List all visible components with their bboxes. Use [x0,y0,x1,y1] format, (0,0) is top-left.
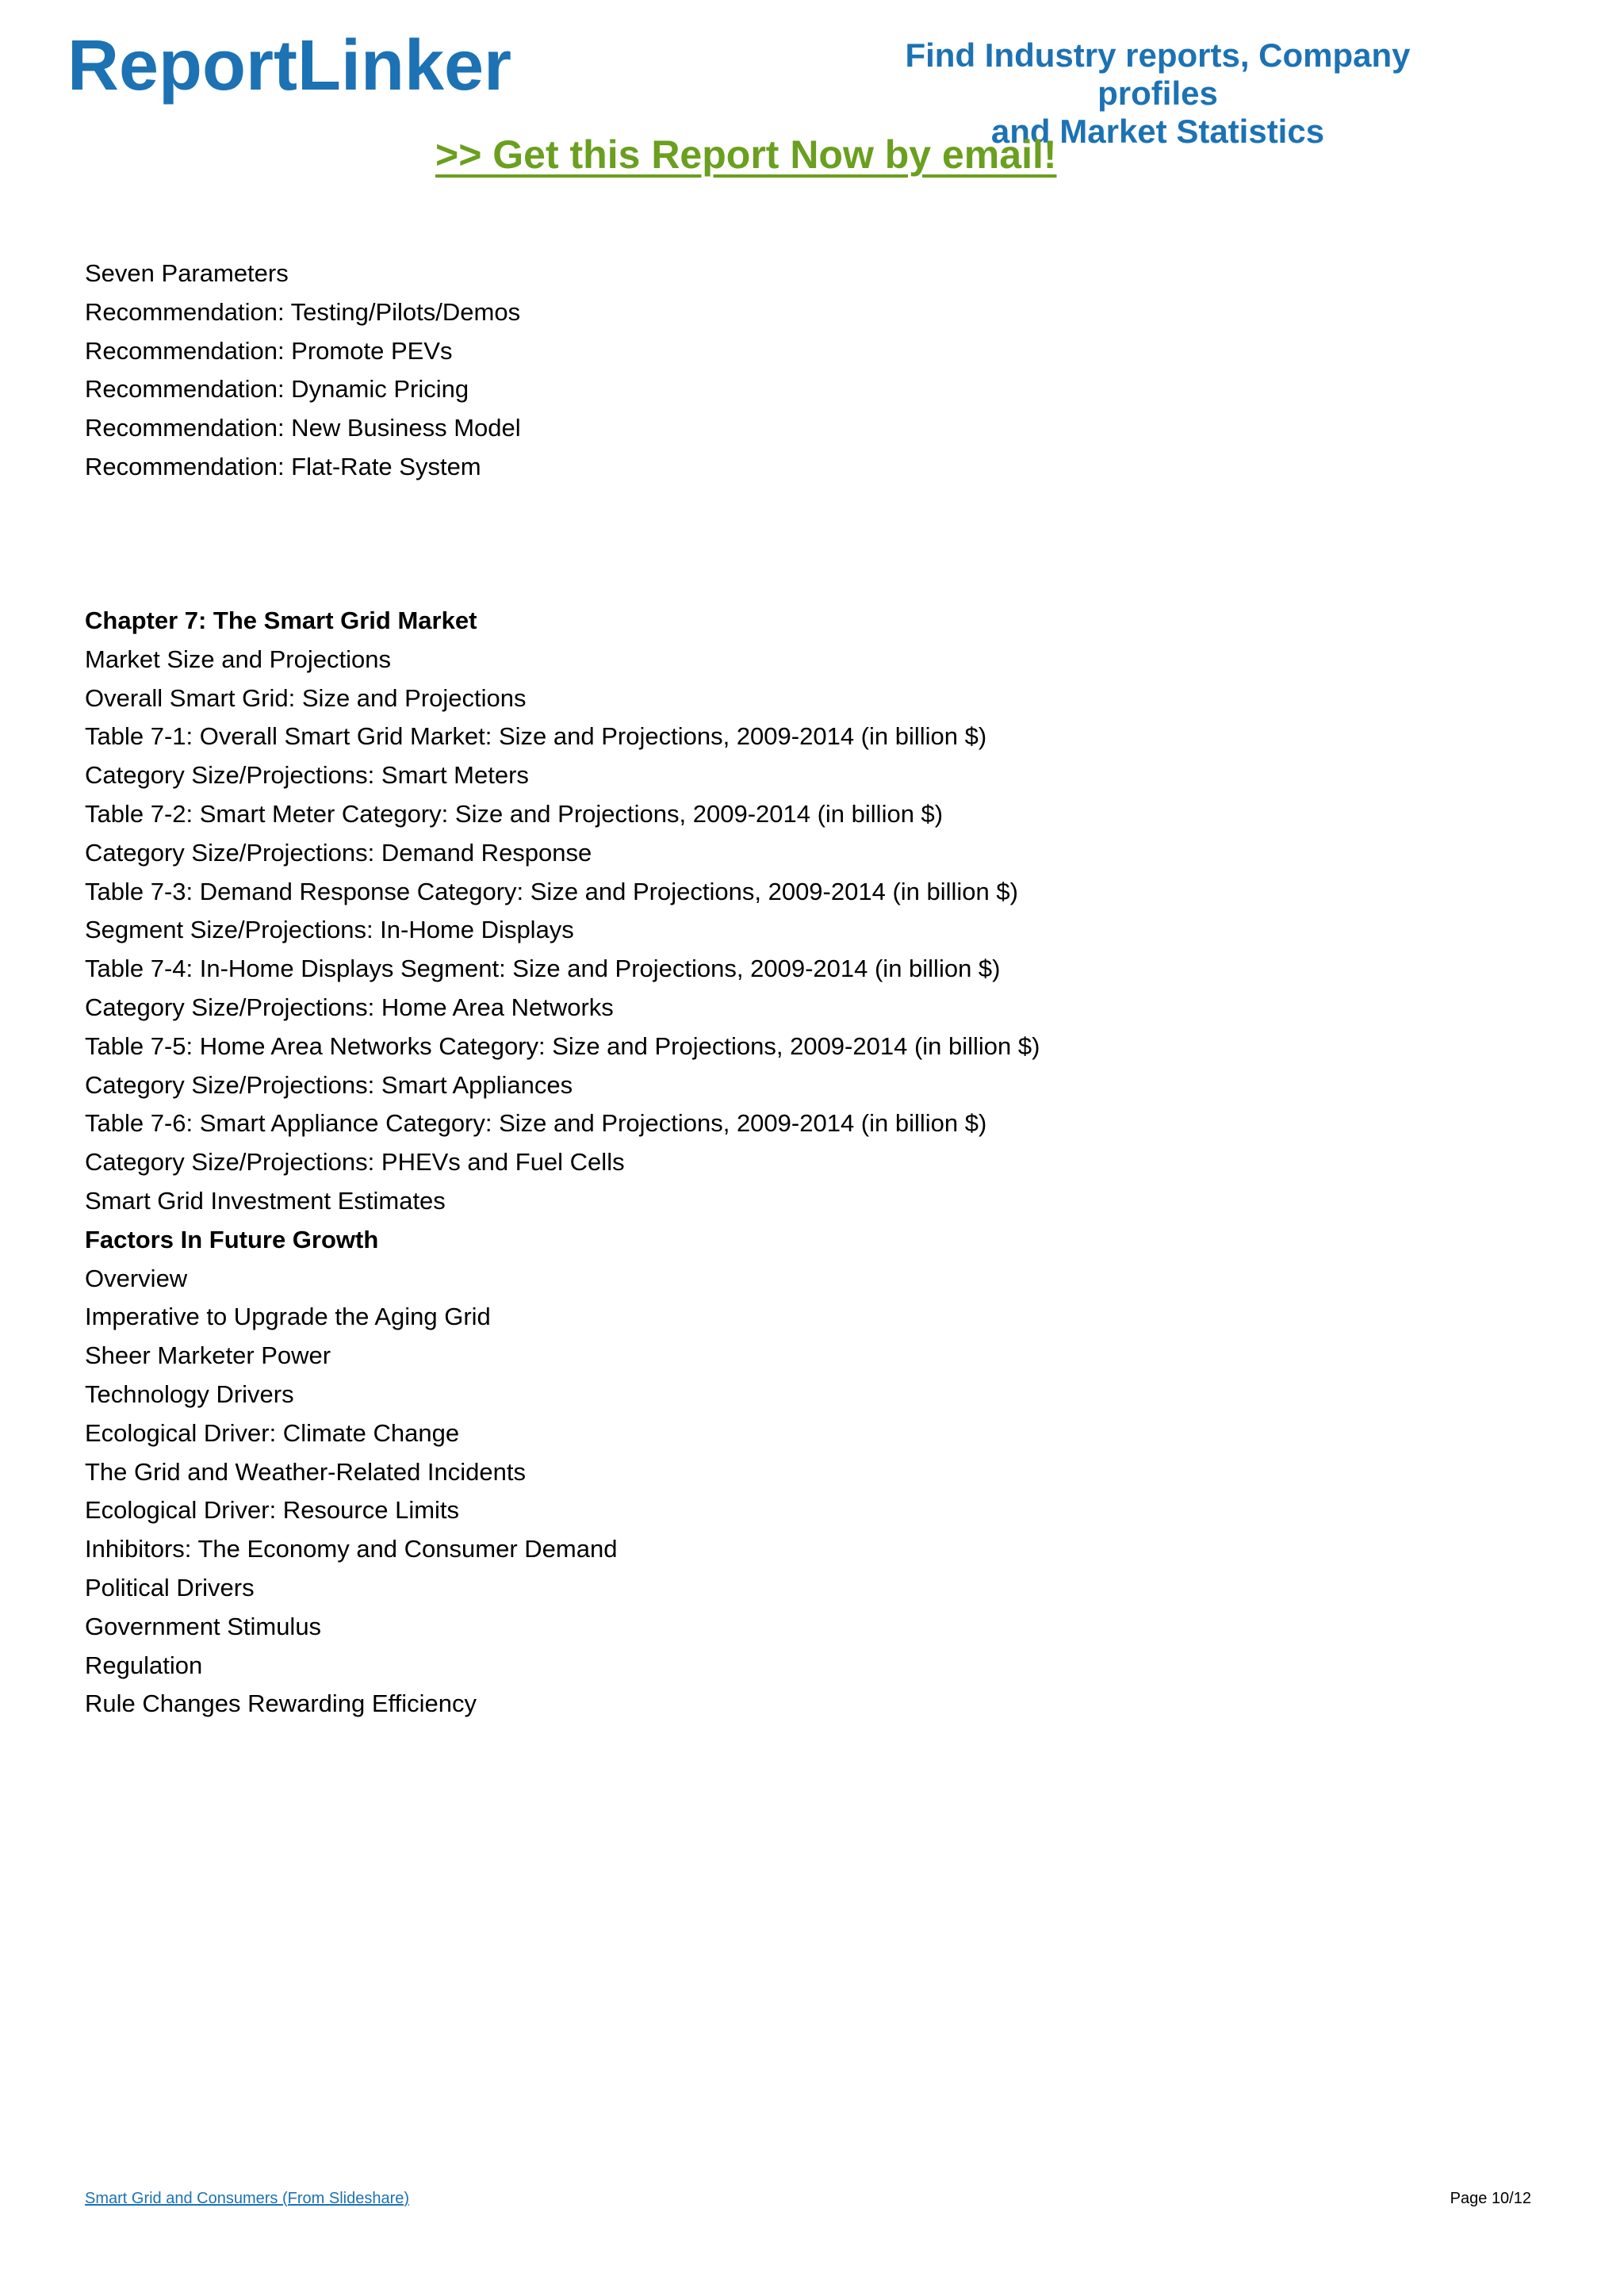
toc-item: Recommendation: Flat-Rate System [85,452,481,480]
get-report-email-link[interactable]: >> Get this Report Now by email! [435,132,1057,177]
footer-source-link[interactable]: Smart Grid and Consumers (From Slideshare) [85,2190,410,2207]
toc-item: Rule Changes Rewarding Efficiency [85,1689,477,1718]
toc-item: Category Size/Projections: Smart Meters [85,761,529,790]
toc-item: Overall Smart Grid: Size and Projections [85,683,527,712]
toc-item: The Grid and Weather-Related Incidents [85,1457,527,1486]
toc-item: Category Size/Projections: Home Area Networks [85,993,614,1021]
tagline-line-1: Find Industry reports, Company profiles [905,36,1411,112]
toc-item: Ecological Driver: Climate Change [85,1418,460,1447]
toc-item: Recommendation: Testing/Pilots/Demos [85,297,521,326]
toc-item: Technology Drivers [85,1380,294,1408]
toc-item: Overview [85,1264,188,1292]
toc-item: Table 7-5: Home Area Networks Category: Size and Projections, 2009-2014 (in billion $) [85,1031,1040,1060]
toc-item: Seven Parameters [85,259,289,287]
toc-item: Government Stimulus [85,1612,322,1640]
toc-list-top [85,254,521,487]
toc-item: Segment Size/Projections: In-Home Displays [85,916,574,944]
toc-item: Category Size/Projections: Smart Appliances [85,1070,573,1099]
toc-item: Table 7-1: Overall Smart Grid Market: Size and Projections, 2009-2014 (in billion $) [85,722,987,751]
toc-item: Sheer Marketer Power [85,1341,331,1370]
toc-item: Table 7-4: In-Home Displays Segment: Size and Projections, 2009-2014 (in billion $) [85,955,1001,983]
toc-heading: Factors In Future Growth [85,1225,379,1253]
toc-item: Category Size/Projections: Demand Response [85,838,592,867]
toc-item: Recommendation: New Business Model [85,414,521,442]
page-number: Page 10/12 [1450,2190,1531,2207]
toc-item: Imperative to Upgrade the Aging Grid [85,1303,491,1331]
toc-item: Regulation [85,1651,203,1679]
toc-item: Category Size/Projections: PHEVs and Fuel Cells [85,1148,625,1177]
toc-item: Smart Grid Investment Estimates [85,1186,446,1215]
tagline-line-2: and Market Statistics [990,113,1325,150]
toc-item: Table 7-2: Smart Meter Category: Size and Projections, 2009-2014 (in billion $) [85,799,944,828]
toc-item: Ecological Driver: Resource Limits [85,1496,460,1525]
toc-item: Recommendation: Promote PEVs [85,336,453,365]
reportlinker-logo[interactable]: ReportLinker [67,26,512,105]
toc-item: Market Size and Projections [85,645,391,673]
toc-item: Recommendation: Dynamic Pricing [85,375,469,404]
toc-item: Table 7-3: Demand Response Category: Size and Projections, 2009-2014 (in billion $) [85,877,1018,905]
toc-item: Inhibitors: The Economy and Consumer Demand [85,1535,618,1563]
toc-item: Political Drivers [85,1573,255,1601]
toc-list-chapter-7 [85,602,1040,1724]
toc-item: Table 7-6: Smart Appliance Category: Size and Projections, 2009-2014 (in billion $) [85,1109,987,1138]
toc-heading: Chapter 7: The Smart Grid Market [85,607,477,634]
